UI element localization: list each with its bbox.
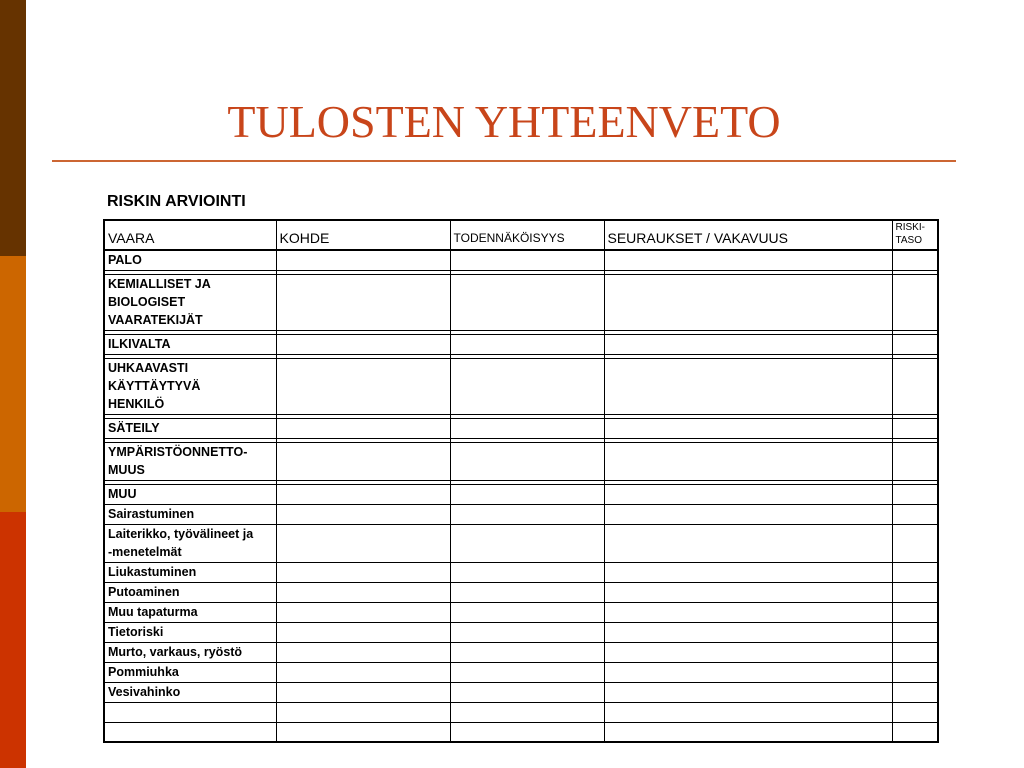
- hazard-cell: Putoaminen: [104, 582, 276, 602]
- empty-cell: [450, 524, 604, 562]
- empty-cell: [604, 250, 892, 270]
- hazard-cell: UHKAAVASTI KÄYTTÄYTYVÄ HENKILÖ: [104, 358, 276, 414]
- table-header-row: [104, 220, 938, 250]
- table-row: [104, 524, 938, 562]
- empty-cell: [450, 250, 604, 270]
- empty-cell: [892, 622, 938, 642]
- table-row: [104, 274, 938, 330]
- empty-cell: [276, 662, 450, 682]
- table-row: [104, 662, 938, 682]
- empty-cell: [450, 582, 604, 602]
- empty-cell: [892, 418, 938, 438]
- empty-cell: [892, 524, 938, 562]
- empty-cell: [892, 682, 938, 702]
- empty-cell: [450, 334, 604, 354]
- empty-cell: [604, 622, 892, 642]
- table-row: [104, 722, 938, 742]
- hazard-cell: Vesivahinko: [104, 682, 276, 702]
- empty-cell: [450, 484, 604, 504]
- empty-cell: [450, 418, 604, 438]
- empty-cell: [450, 602, 604, 622]
- table-row: [104, 334, 938, 354]
- empty-cell: [604, 642, 892, 662]
- empty-cell: [450, 358, 604, 414]
- side-stripe-bottom: [0, 512, 26, 768]
- empty-cell: [892, 250, 938, 270]
- table-row: [104, 484, 938, 504]
- hazard-cell: [104, 702, 276, 722]
- hazard-cell: Muu tapaturma: [104, 602, 276, 622]
- empty-cell: [450, 642, 604, 662]
- empty-cell: [276, 602, 450, 622]
- table-row: [104, 682, 938, 702]
- column-header: TODENNÄKÖISYYS: [450, 220, 604, 250]
- empty-cell: [892, 358, 938, 414]
- empty-cell: [276, 582, 450, 602]
- empty-cell: [276, 524, 450, 562]
- risk-assessment-table: [103, 219, 939, 743]
- empty-cell: [276, 358, 450, 414]
- empty-cell: [276, 418, 450, 438]
- section-label: RISKIN ARVIOINTI: [107, 193, 246, 210]
- hazard-cell: [104, 722, 276, 742]
- empty-cell: [892, 662, 938, 682]
- empty-cell: [604, 682, 892, 702]
- table-row: [104, 582, 938, 602]
- table-row: [104, 642, 938, 662]
- empty-cell: [892, 722, 938, 742]
- hazard-cell: KEMIALLISET JA BIOLOGISET VAARATEKIJÄT: [104, 274, 276, 330]
- empty-cell: [450, 274, 604, 330]
- hazard-cell: PALO: [104, 250, 276, 270]
- title-divider: [52, 160, 956, 162]
- table-row: [104, 622, 938, 642]
- hazard-cell: YMPÄRISTÖONNETTO- MUUS: [104, 442, 276, 480]
- table-row: [104, 602, 938, 622]
- empty-cell: [604, 484, 892, 504]
- empty-cell: [276, 682, 450, 702]
- empty-cell: [450, 622, 604, 642]
- table-row: [104, 418, 938, 438]
- column-header: SEURAUKSET / VAKAVUUS: [604, 220, 892, 250]
- empty-cell: [892, 562, 938, 582]
- empty-cell: [604, 662, 892, 682]
- empty-cell: [450, 504, 604, 524]
- empty-cell: [604, 334, 892, 354]
- column-header: RISKI- TASO: [892, 220, 938, 250]
- empty-cell: [892, 274, 938, 330]
- empty-cell: [276, 702, 450, 722]
- hazard-cell: Laiterikko, työvälineet ja -menetelmät: [104, 524, 276, 562]
- empty-cell: [276, 504, 450, 524]
- empty-cell: [450, 562, 604, 582]
- empty-cell: [276, 562, 450, 582]
- empty-cell: [892, 702, 938, 722]
- side-stripe-middle: [0, 256, 26, 512]
- hazard-cell: Murto, varkaus, ryöstö: [104, 642, 276, 662]
- hazard-cell: Tietoriski: [104, 622, 276, 642]
- empty-cell: [450, 442, 604, 480]
- empty-cell: [604, 418, 892, 438]
- table-row: [104, 562, 938, 582]
- hazard-cell: Liukastuminen: [104, 562, 276, 582]
- empty-cell: [892, 334, 938, 354]
- empty-cell: [604, 524, 892, 562]
- hazard-cell: Pommiuhka: [104, 662, 276, 682]
- empty-cell: [604, 274, 892, 330]
- empty-cell: [276, 484, 450, 504]
- empty-cell: [276, 274, 450, 330]
- empty-cell: [276, 722, 450, 742]
- empty-cell: [276, 622, 450, 642]
- empty-cell: [892, 504, 938, 524]
- empty-cell: [450, 682, 604, 702]
- hazard-cell: SÄTEILY: [104, 418, 276, 438]
- empty-cell: [276, 334, 450, 354]
- side-stripe-top: [0, 0, 26, 256]
- column-header: VAARA: [104, 220, 276, 250]
- empty-cell: [276, 642, 450, 662]
- empty-cell: [892, 582, 938, 602]
- table-row: [104, 358, 938, 414]
- hazard-cell: Sairastuminen: [104, 504, 276, 524]
- empty-cell: [604, 722, 892, 742]
- empty-cell: [450, 702, 604, 722]
- empty-cell: [892, 484, 938, 504]
- empty-cell: [450, 722, 604, 742]
- table-row: [104, 442, 938, 480]
- empty-cell: [892, 642, 938, 662]
- empty-cell: [604, 442, 892, 480]
- empty-cell: [892, 602, 938, 622]
- column-header: KOHDE: [276, 220, 450, 250]
- table-row: [104, 504, 938, 524]
- empty-cell: [604, 562, 892, 582]
- empty-cell: [604, 582, 892, 602]
- hazard-cell: ILKIVALTA: [104, 334, 276, 354]
- empty-cell: [892, 442, 938, 480]
- empty-cell: [604, 702, 892, 722]
- table-row: [104, 702, 938, 722]
- empty-cell: [450, 662, 604, 682]
- hazard-cell: MUU: [104, 484, 276, 504]
- empty-cell: [604, 358, 892, 414]
- slide-title: TULOSTEN YHTEENVETO: [227, 96, 781, 147]
- empty-cell: [276, 442, 450, 480]
- empty-cell: [604, 504, 892, 524]
- table-row: [104, 250, 938, 270]
- empty-cell: [276, 250, 450, 270]
- empty-cell: [604, 602, 892, 622]
